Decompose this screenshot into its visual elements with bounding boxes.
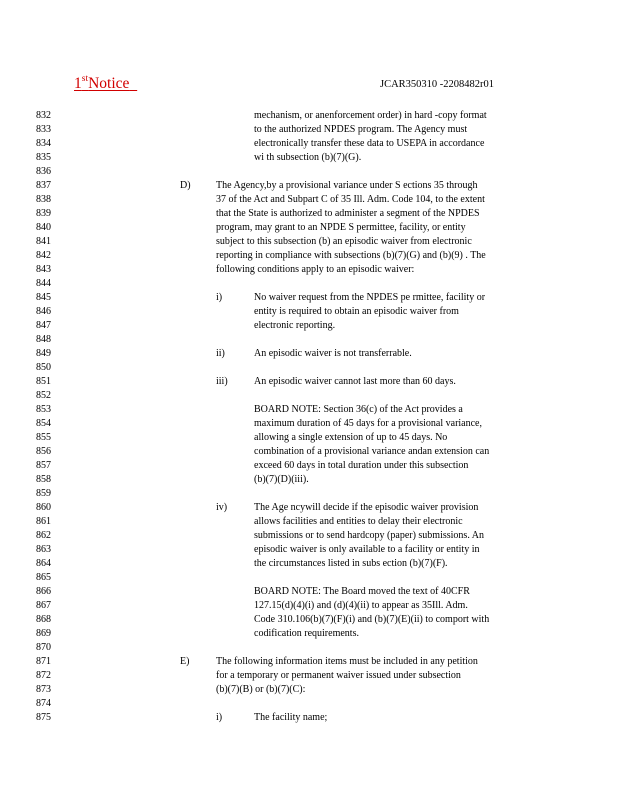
line-number: 832 [36,110,51,121]
line-number: 869 [36,628,51,639]
line-number: 848 [36,334,51,345]
text-line: allows facilities and entities to delay their electronic [254,516,463,527]
text-line: The Age ncywill decide if the episodic waiver provision [254,502,479,513]
line-number: 834 [36,138,51,149]
text-line: electronically transfer these data to USEPA in accordance [254,138,485,149]
text-line: The facility name; [254,712,328,723]
line-number: 835 [36,152,51,163]
text-line: reporting in compliance with subsections (b)(7)(G) and (b)(9) . The [216,250,486,261]
line-number: 838 [36,194,51,205]
text-line: allowing a single extension of up to 45 days. No [254,432,448,443]
line-number: 858 [36,474,51,485]
text-line: exceed 60 days in total duration under this subsection [254,460,469,471]
subsection-marker-i: i) [216,712,223,723]
text-line: Code 310.106(b)(7)(F)(i) and (b)(7)(E)(ii) to comport with [254,614,490,625]
section-marker-d: D) [180,180,191,191]
text-line: subject to this subsection (b) an episodic waiver from electronic [216,236,472,247]
line-number: 875 [36,712,51,723]
text-line: electronic reporting. [254,320,336,331]
line-number: 849 [36,348,51,359]
line-number: 846 [36,306,51,317]
text-line: mechanism, or anenforcement order) in hard -copy format [254,110,487,121]
line-number: 866 [36,586,51,597]
line-number: 874 [36,698,51,709]
text-line: wi th subsection (b)(7)(G). [254,152,362,163]
text-line: BOARD NOTE: Section 36(c) of the Act provides a [254,404,463,415]
text-line: the circumstances listed in subs ection (b)(7)(F). [254,558,448,569]
text-line: 37 of the Act and Subpart C of 35 Ill. Adm. Code 104, to the extent [216,194,485,205]
text-line: BOARD NOTE: The Board moved the text of 40CFR [254,586,470,597]
line-number: 857 [36,460,51,471]
text-line: An episodic waiver is not transferrable. [254,348,412,359]
text-line: The Agency,by a provisional variance under S ections 35 through [216,180,478,191]
line-number: 833 [36,124,51,135]
line-number: 836 [36,166,51,177]
line-number: 855 [36,432,51,443]
line-number: 872 [36,670,51,681]
subsection-marker-iv: iv) [216,502,228,513]
section-marker-e: E) [180,656,190,667]
line-number: 844 [36,278,51,289]
line-number: 845 [36,292,51,303]
line-number: 870 [36,642,51,653]
text-line: (b)(7)(B) or (b)(7)(C): [216,684,306,695]
line-number: 859 [36,488,51,499]
subsection-marker-i: i) [216,292,223,303]
line-number: 847 [36,320,51,331]
line-number: 840 [36,222,51,233]
text-line: No waiver request from the NPDES pe rmittee, facility or [254,292,486,303]
text-line: episodic waiver is only available to a facility or entity in [254,544,480,555]
line-number: 843 [36,264,51,275]
line-number: 850 [36,362,51,373]
text-line: program, may grant to an NPDE S permittee, facility, or entity [216,222,466,233]
subsection-marker-iii: iii) [216,376,228,387]
text-line: codification requirements. [254,628,359,639]
text-line: entity is required to obtain an episodic waiver from [254,306,459,317]
line-number: 837 [36,180,51,191]
jcar-document-id: JCAR350310 -2208482r01 [380,79,495,90]
line-number: 868 [36,614,51,625]
line-number: 842 [36,250,51,261]
line-number: 862 [36,530,51,541]
line-number: 871 [36,656,51,667]
line-number: 851 [36,376,51,387]
line-number: 861 [36,516,51,527]
line-number: 856 [36,446,51,457]
line-number: 865 [36,572,51,583]
line-number: 863 [36,544,51,555]
line-number: 860 [36,502,51,513]
text-line: 127.15(d)(4)(i) and (d)(4)(ii) to appear as 35Ill. Adm. [254,600,468,611]
line-number: 853 [36,404,51,415]
line-number: 864 [36,558,51,569]
first-notice-label: 1stNotice [74,74,130,92]
text-line: following conditions apply to an episodic waiver: [216,264,415,275]
text-line: for a temporary or permanent waiver issued under subsection [216,670,461,681]
text-line: that the State is authorized to administer a segment of the NPDES [216,208,480,219]
subsection-marker-ii: ii) [216,348,225,359]
text-line: maximum duration of 45 days for a provisional variance, [254,418,482,429]
line-number: 867 [36,600,51,611]
text-line: to the authorized NPDES program. The Agency must [254,124,468,135]
text-line: An episodic waiver cannot last more than 60 days. [254,376,456,387]
line-number: 839 [36,208,51,219]
text-line: The following information items must be included in any petition [216,656,478,667]
line-number: 841 [36,236,51,247]
line-number: 852 [36,390,51,401]
line-number: 854 [36,418,51,429]
text-line: combination of a provisional variance andan extension can [254,446,490,457]
line-number: 873 [36,684,51,695]
text-line: (b)(7)(D)(iii). [254,474,309,485]
text-line: submissions or to send hardcopy (paper) submissions. An [254,530,484,541]
